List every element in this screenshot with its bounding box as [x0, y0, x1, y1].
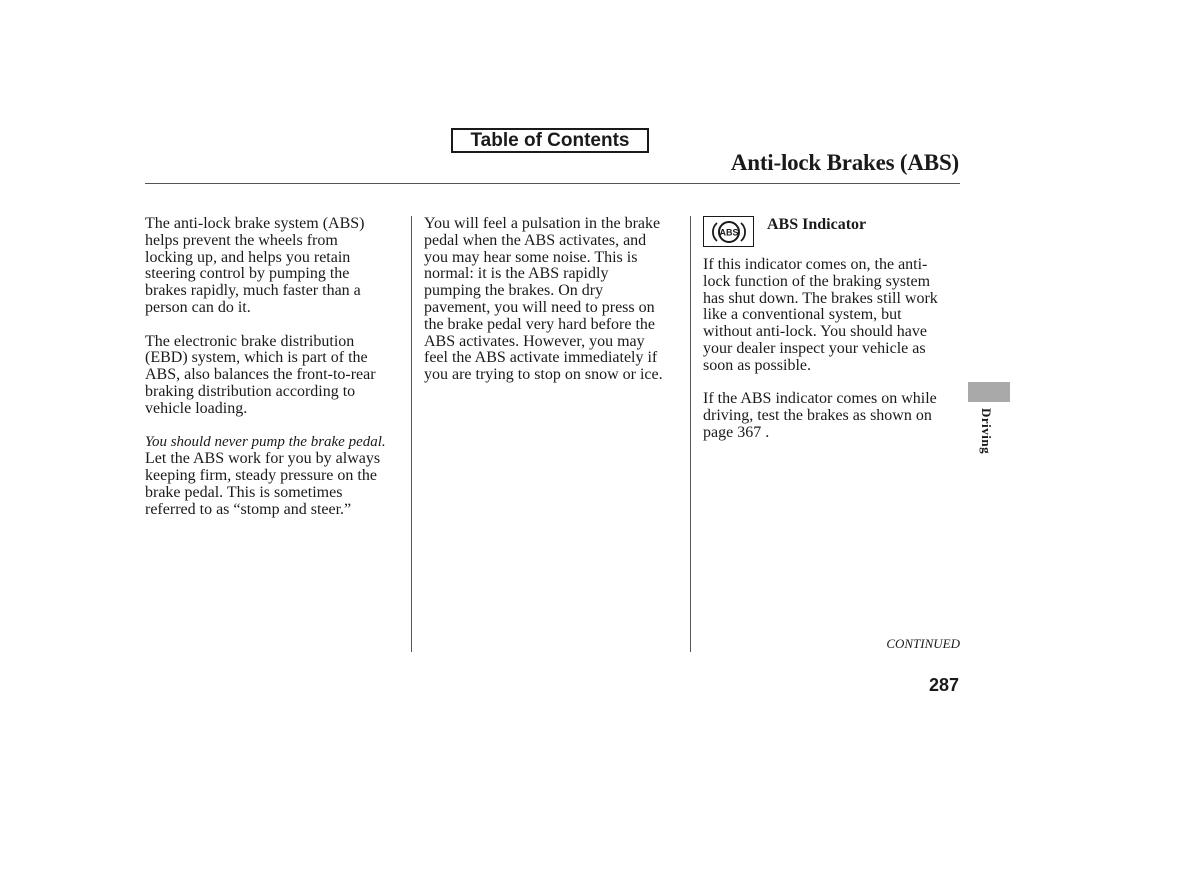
text-column-3	[703, 216, 963, 459]
page-number: 287	[928, 675, 959, 695]
header-divider	[145, 183, 960, 184]
table-of-contents-button[interactable]: Table of Contents	[451, 128, 649, 153]
section-tab-label: Driving	[979, 408, 994, 455]
abs-indicator-paragraph: If this indicator comes on, the anti- lock function of the braking system has shut down. The brakes still work like a conventional system, but without anti-lock. You should have your dealer inspect your vehicle as soon as possible.	[703, 256, 938, 374]
pulsation-paragraph: You will feel a pulsation in the brake pedal when the ABS activates, and you may hear some noise. This is normal: it is the ABS rapidly pumping the brakes. On dry pavement, you will need to press on the brake pedal very hard before the ABS activates. However, you may feel the ABS activate immediately if you are trying to stop on snow or ice.	[424, 215, 663, 384]
pump-warning-body: Let the ABS work for you by always keeping firm, steady pressure on the brake pedal. This is sometimes referred to as “stomp and steer.”	[145, 450, 381, 518]
section-tab-marker	[968, 382, 1010, 402]
pump-warning-paragraph	[145, 434, 405, 518]
abs-test-paragraph: If the ABS indicator comes on while driving, test the brakes as shown on page 367 .	[703, 390, 937, 441]
abs-indicator-icon	[703, 216, 754, 247]
abs-intro-paragraph: The anti-lock brake system (ABS) helps prevent the wheels from locking up, and helps you retain steering control by pumping the brakes rapidly, much faster than a person can do it.	[145, 215, 365, 316]
pump-warning-lead: You should never pump the brake pedal.	[145, 434, 386, 451]
abs-icon-text: ABS	[718, 227, 739, 237]
continued-label: CONTINUED	[886, 636, 960, 651]
text-column-1	[145, 216, 405, 535]
column-divider-2	[690, 216, 691, 652]
ebd-paragraph: The electronic brake distribution (EBD) system, which is part of the ABS, also balances the front-to-rear braking distribution according to vehicle loading.	[145, 332, 376, 417]
text-column-2	[424, 216, 686, 401]
abs-indicator-heading: ABS Indicator	[767, 216, 867, 233]
abs-indicator-header	[703, 216, 963, 249]
page-title: Anti-lock Brakes (ABS)	[730, 150, 959, 175]
column-divider-1	[411, 216, 412, 652]
